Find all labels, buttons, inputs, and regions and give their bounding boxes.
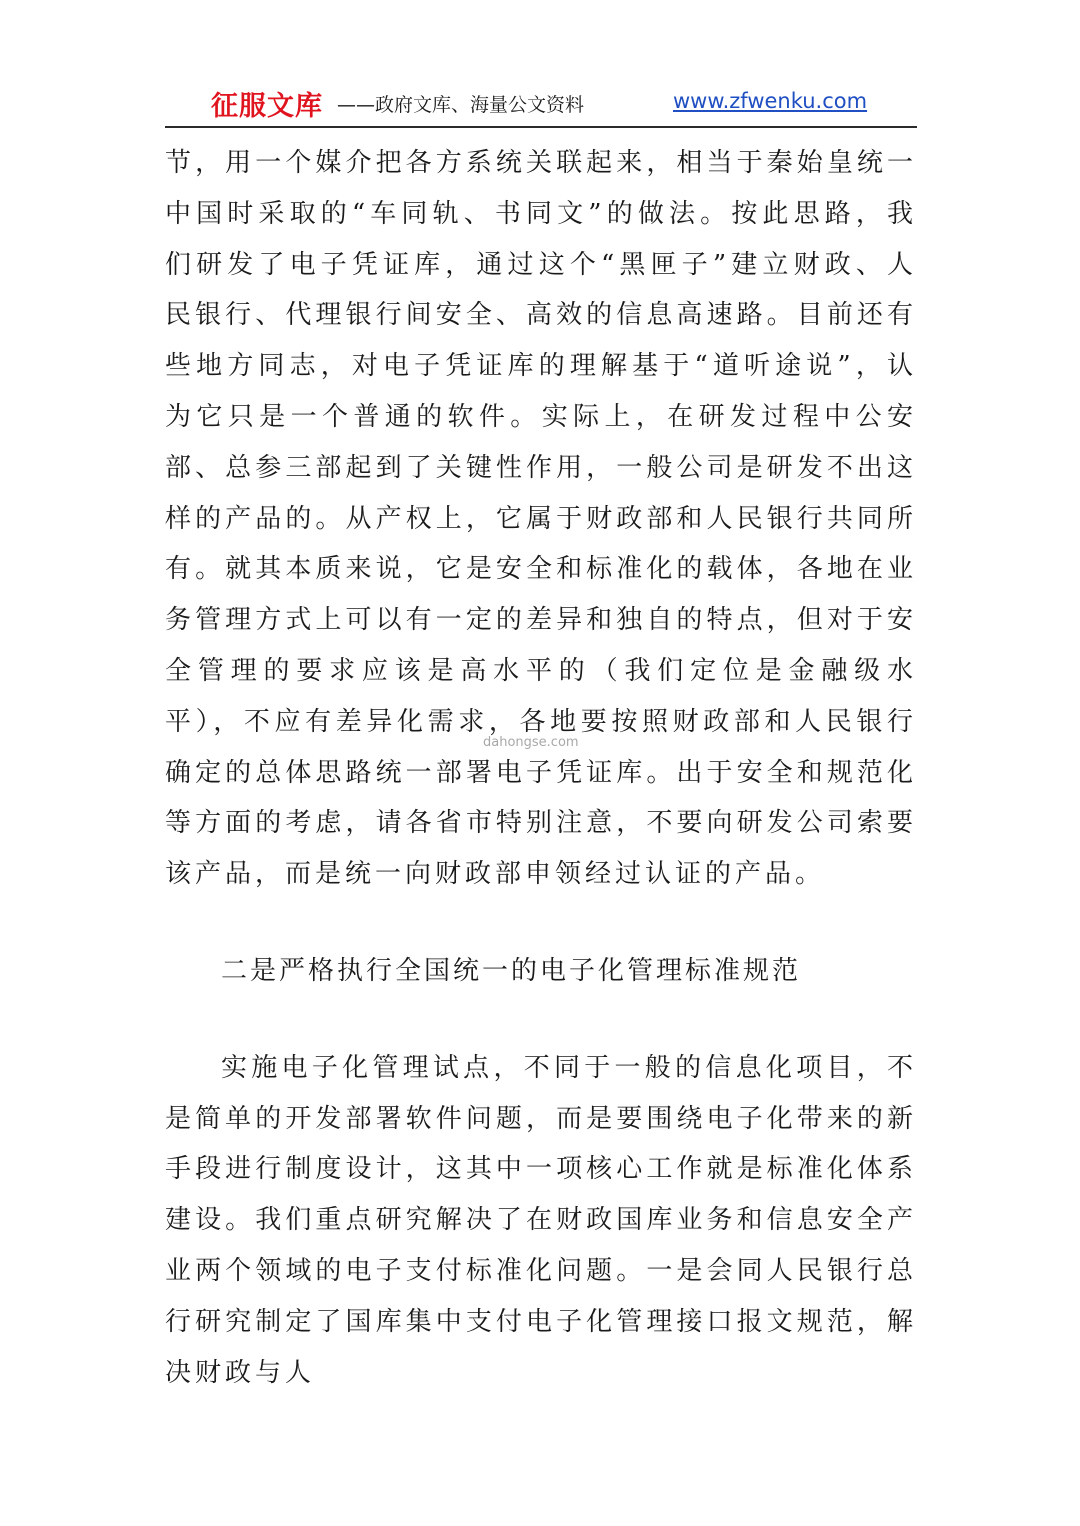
page-header	[165, 80, 917, 128]
brand-logo-text: 征服文库	[211, 91, 323, 122]
spacer	[165, 900, 917, 946]
header-tagline: ——政府文库、海量公文资料	[337, 94, 585, 116]
spacer	[165, 997, 917, 1043]
body-paragraph-2: 实施电子化管理试点，不同于一般的信息化项目，不是简单的开发部署软件问题，而是要围绕电子化带来的新手段进行制度设计，这其中一项核心工作就是标准化体系建设。我们重点研究解决了在财政国库业务和信息安全产业两个领域的电子支付标准化问题。一是会同人民银行总行研究制定了国库集中支付电子化管理接口报文规范，解决财政与人	[165, 1052, 917, 1388]
body-paragraph-1: 节，用一个媒介把各方系统关联起来，相当于秦始皇统一中国时采取的“车同轨、书同文”的做法。按此思路，我们研发了电子凭证库，通过这个“黑匣子”建立财政、人民银行、代理银行间安全、高效的信息高速路。目前还有些地方同志，对电子凭证库的理解基于“道听途说”，认为它只是一个普通的软件。实际上，在研发过程中公安部、总参三部起到了关键性作用，一般公司是研发不出这样的产品的。从产权上，它属于财政部和人民银行共同所有。就其本质来说，它是安全和标准化的载体，各地在业务管理方式上可以有一定的差异和独自的特点，但对于安全管理的要求应该是高水平的（我们定位是金融级水平），不应有差异化需求，各地要按照财政部和人民银行确定的总体思路统一部署电子凭证库。出于安全和规范化等方面的考虑，请各省市特别注意，不要向研发公司索要该产品，而是统一向财政部申领经过认证的产品。	[165, 148, 917, 890]
watermark-text: dahongse.com	[483, 735, 579, 750]
site-url-link[interactable]: www.zfwenku.com	[673, 89, 868, 113]
section-heading: 二是严格执行全国统一的电子化管理标准规范	[221, 955, 802, 986]
document-body	[165, 138, 917, 1398]
